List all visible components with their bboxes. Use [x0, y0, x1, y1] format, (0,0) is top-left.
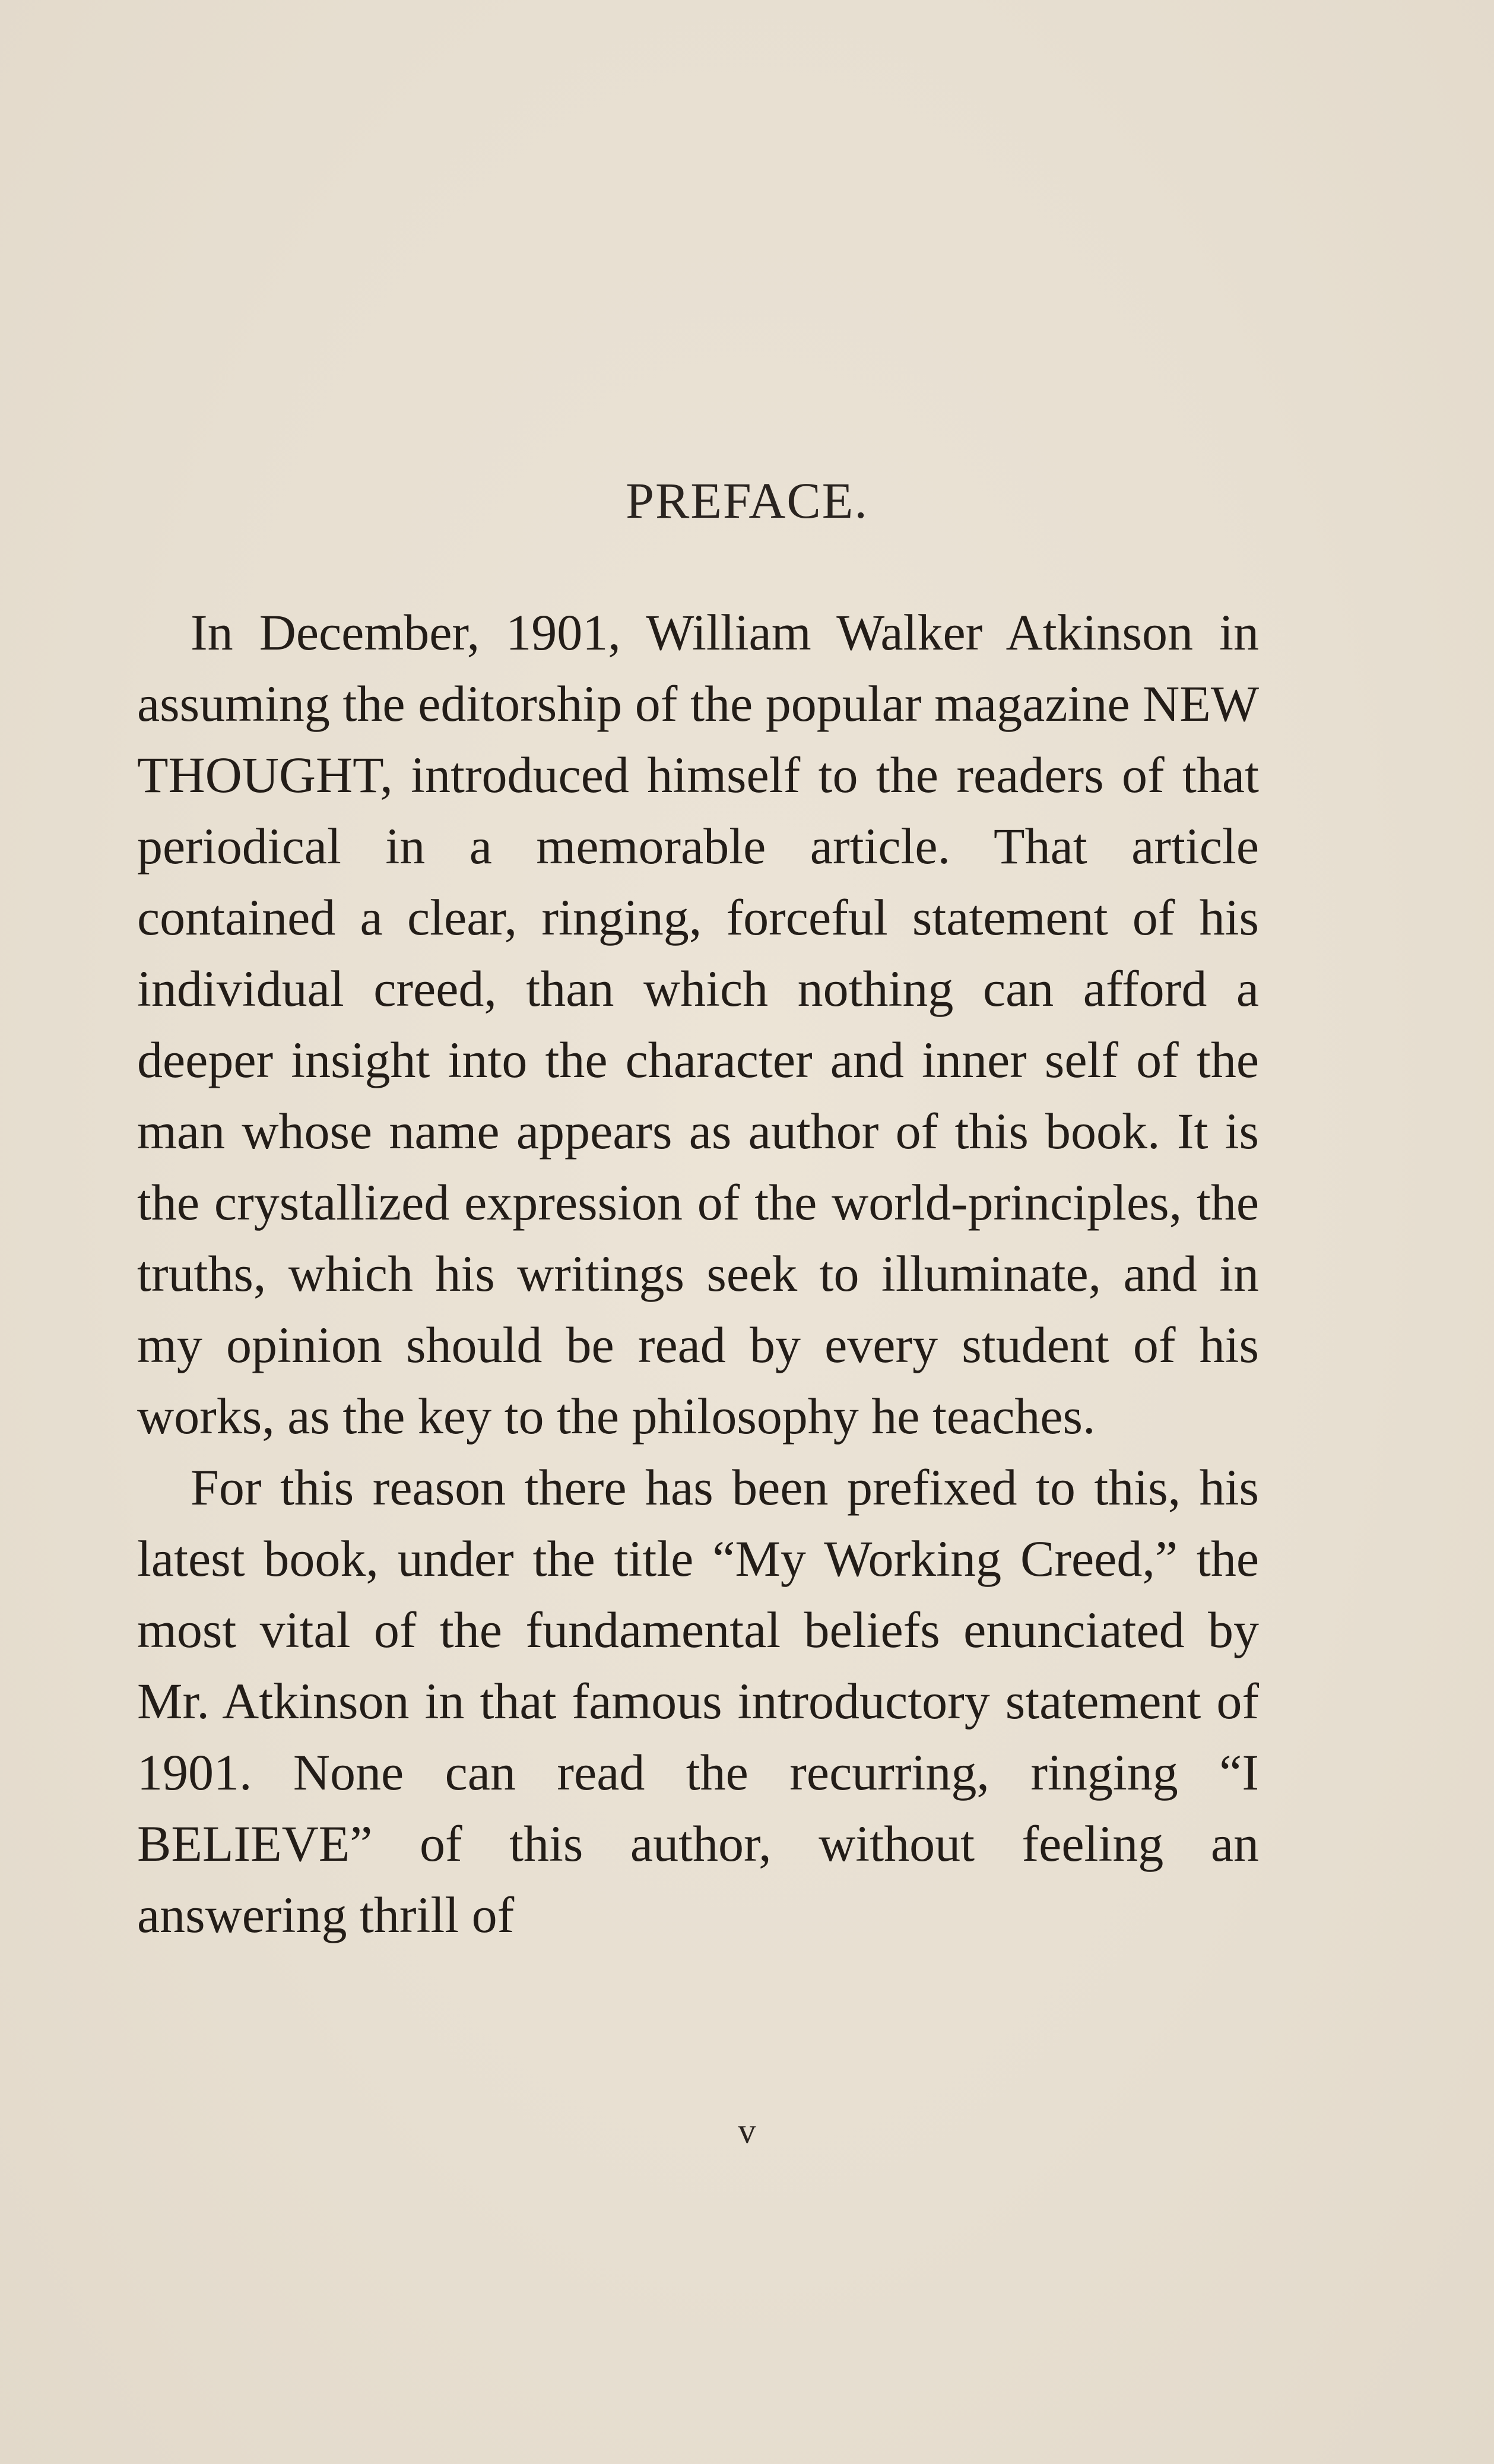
body-text — [137, 597, 1259, 1950]
paragraph-1: In December, 1901, William Walker Atkinson in assuming the editorship of the popular magazine NEW THOUGHT, introduced himself to the readers of that periodical in a memorable article. That article contained a clear, ringing, forceful statement of his individual creed, than which nothing can afford a deeper insight into the character and inner self of the man whose name appears as author of this book. It is the crystallized expression of the world-principles, the truths, which his writings seek to illuminate, and in my opinion should be read by every student of his works, as the key to the philosophy he teaches. — [137, 604, 1259, 1445]
paragraph-2: For this reason there has been prefixed to this, his latest book, under the title “My Working Creed,” the most vital of the fundamental beliefs enunciated by Mr. Atkinson in that famous introductory statement of 1901. None can read the recurring, ringing “I BELIEVE” of this author, without feeling an answering thrill of — [137, 1459, 1259, 1943]
page-number: v — [738, 2111, 756, 2151]
page-title: PREFACE. — [626, 472, 868, 529]
